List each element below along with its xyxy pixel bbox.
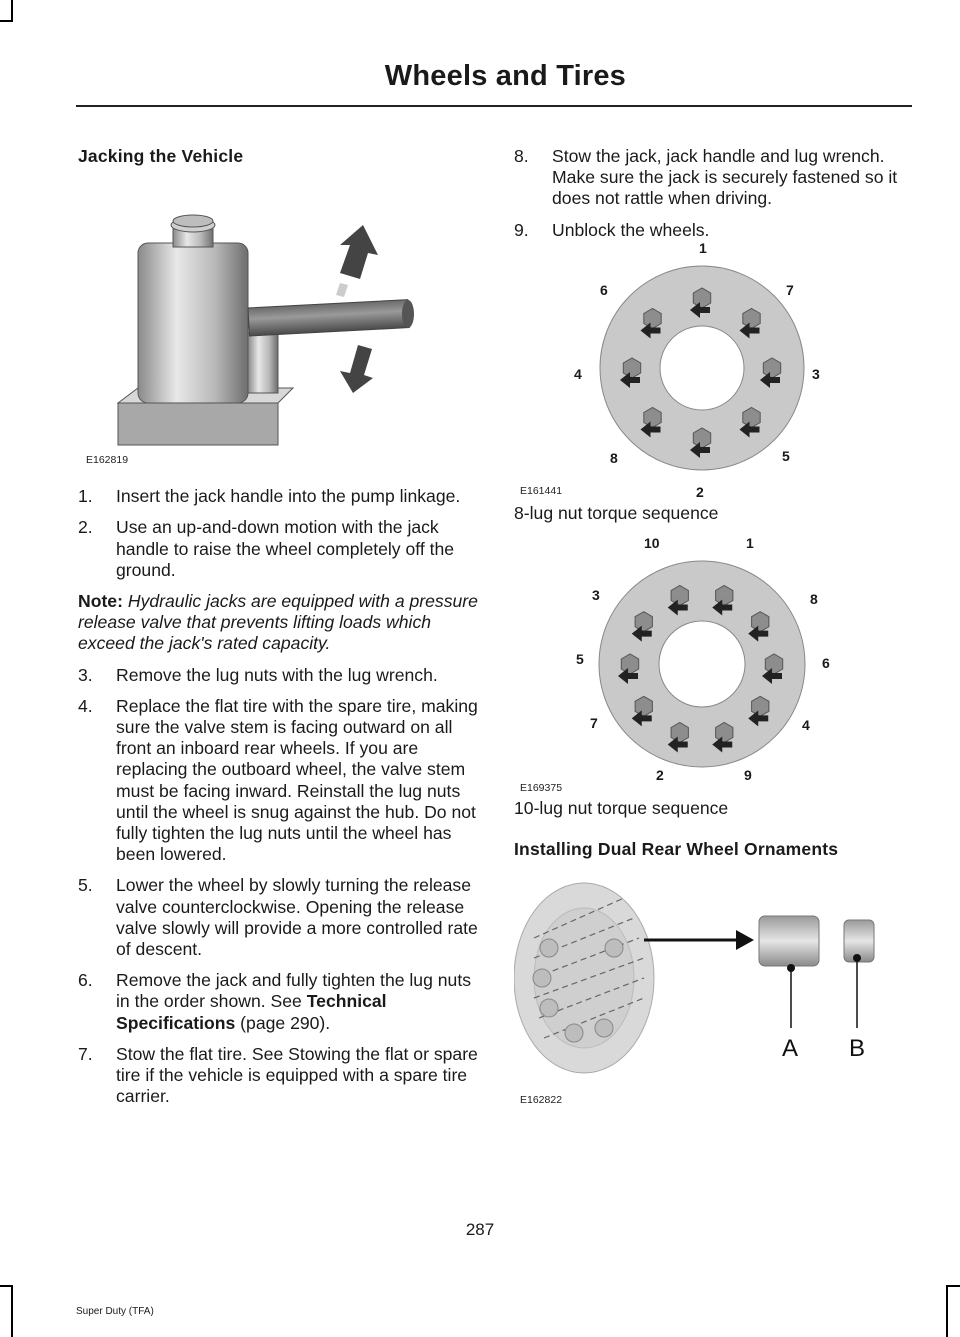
lug-nut-icon bbox=[716, 723, 733, 743]
10-lug-wheel-icon bbox=[514, 532, 914, 794]
ornament-diagram bbox=[514, 868, 914, 1118]
list-item: 6. Remove the jack and fully tighten the lug nuts in the order shown. See Technical Specifications (page 290). bbox=[78, 970, 472, 1033]
lug-label: 1 bbox=[699, 240, 707, 256]
note-hydraulic: Note: Hydraulic jacks are equipped with a pressure release valve that prevents lifting loads which exceed the jack's rated capacity. bbox=[78, 591, 478, 654]
figure-caption: 8-lug nut torque sequence bbox=[514, 502, 719, 523]
lug-label: 9 bbox=[744, 767, 752, 784]
lug-nut-icon bbox=[671, 723, 688, 743]
figure-code: E169375 bbox=[520, 782, 563, 795]
lug-label: 5 bbox=[782, 447, 790, 464]
section-heading-ornaments: Installing Dual Rear Wheel Ornaments bbox=[514, 839, 839, 860]
footer-model: Super Duty (TFA) bbox=[76, 1306, 154, 1317]
lug-label: 1 bbox=[746, 535, 754, 552]
lug-label: 10 bbox=[644, 535, 660, 552]
wheel-ornament-icon bbox=[514, 868, 914, 1118]
lug-label: 3 bbox=[592, 587, 600, 604]
lug-label: 2 bbox=[696, 483, 704, 497]
label-b: B bbox=[849, 1035, 866, 1063]
list-item: 5. Lower the wheel by slowly turning the release valve counterclockwise. Opening the release valve slowly will provide a more controlled rate of descent. bbox=[78, 875, 478, 960]
header-divider bbox=[76, 105, 912, 107]
list-item: 9. Unblock the wheels. bbox=[514, 219, 710, 240]
steps-list-a bbox=[78, 486, 478, 581]
lug-label: 2 bbox=[656, 767, 664, 784]
lug-nut-icon bbox=[765, 654, 782, 674]
left-column bbox=[78, 146, 478, 1117]
list-item: 8. Stow the jack, jack handle and lug wrench. Make sure the jack is securely fastened so it does not rattle when driving. bbox=[514, 146, 898, 209]
lug-nut-icon bbox=[635, 612, 652, 632]
lug-label: 8 bbox=[610, 449, 618, 466]
lug-nut-icon bbox=[716, 586, 733, 606]
lug-nut-icon bbox=[693, 288, 710, 308]
steps-list-c bbox=[514, 146, 914, 241]
list-item: 2. Use an up-and-down motion with the jack handle to raise the wheel completely off the ground. bbox=[78, 517, 455, 580]
page-number: 287 bbox=[465, 1220, 495, 1239]
right-column bbox=[514, 146, 914, 1118]
lug-label: 6 bbox=[600, 281, 608, 298]
lug-nut-icon bbox=[671, 586, 688, 606]
lug-nut-icon bbox=[752, 696, 769, 716]
list-item: 1. Insert the jack handle into the pump linkage. bbox=[78, 486, 461, 507]
lug-nut-icon bbox=[743, 407, 760, 427]
lug-nut-icon bbox=[693, 428, 710, 448]
list-item: 3. Remove the lug nuts with the lug wrench. bbox=[78, 664, 438, 685]
technical-specifications-link[interactable]: Technical Specifications bbox=[116, 991, 387, 1033]
jack-illustration bbox=[78, 173, 478, 473]
label-a: A bbox=[782, 1035, 799, 1063]
lug-nut-icon bbox=[763, 358, 780, 378]
lug-label: 4 bbox=[802, 717, 810, 734]
figure-code: E162819 bbox=[86, 454, 129, 467]
lug-label: 4 bbox=[574, 365, 582, 382]
lug-label: 5 bbox=[576, 651, 584, 668]
10-lug-diagram bbox=[514, 532, 914, 794]
list-item: 7. Stow the flat tire. See Stowing the flat or spare tire if the vehicle is equipped with a spare tire carrier. bbox=[78, 1043, 478, 1107]
lug-label: 7 bbox=[786, 281, 794, 298]
lug-label: 3 bbox=[812, 365, 820, 382]
figure-code: E162822 bbox=[520, 1094, 563, 1107]
lug-nut-icon bbox=[644, 407, 661, 427]
8-lug-wheel-icon bbox=[514, 241, 914, 497]
list-item: 4. Replace the flat tire with the spare tire, making sure the valve stem is facing outward on all front an inboard rear wheels. If you are replacing the outboard wheel, the valve stem must be facing inward. Reinstall the lug nuts until the wheel is snug against the hub. Do not fully tighten the lug nuts until the wheel has been lowered. bbox=[78, 695, 478, 865]
lug-label: 6 bbox=[822, 655, 830, 672]
lug-nut-icon bbox=[635, 696, 652, 716]
section-heading-jacking: Jacking the Vehicle bbox=[78, 146, 244, 166]
lug-label: 7 bbox=[590, 715, 598, 732]
lug-nut-icon bbox=[644, 308, 661, 328]
page-header-title: Wheels and Tires bbox=[384, 60, 626, 92]
figure-caption: 10-lug nut torque sequence bbox=[514, 798, 729, 819]
lug-nut-icon bbox=[743, 308, 760, 328]
figure-code: E161441 bbox=[520, 484, 563, 497]
hydraulic-jack-icon bbox=[78, 173, 478, 473]
steps-list-b bbox=[78, 665, 478, 1108]
lug-nut-icon bbox=[623, 358, 640, 378]
8-lug-diagram bbox=[514, 241, 914, 497]
lug-label: 8 bbox=[810, 591, 818, 608]
lug-nut-icon bbox=[752, 612, 769, 632]
lug-nut-icon bbox=[621, 654, 638, 674]
